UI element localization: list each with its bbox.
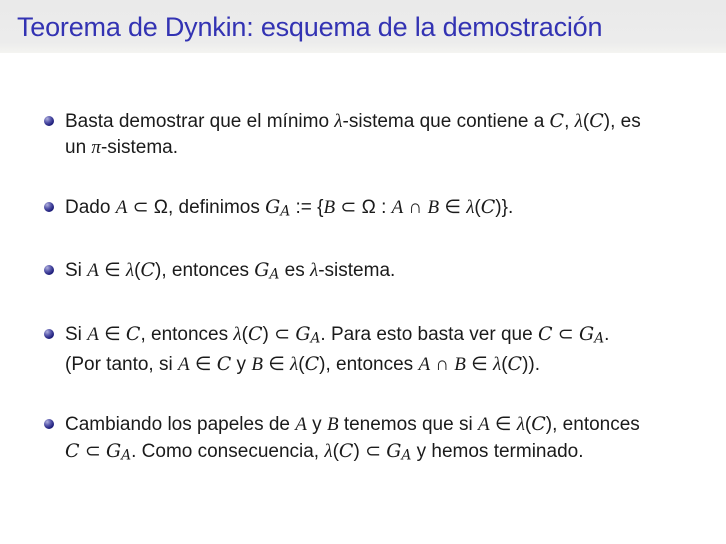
math-subscript: A — [269, 266, 280, 283]
math-italic: A — [87, 260, 99, 282]
math-italic: B — [427, 197, 440, 218]
math-calligraphic: G — [265, 196, 281, 218]
text-run: ( — [582, 111, 590, 132]
math-subscript: A — [121, 447, 132, 464]
math-italic: λ — [334, 111, 343, 132]
text-run: ⊂ — [552, 323, 579, 345]
math-italic: λ — [574, 111, 583, 132]
math-italic: λ — [324, 441, 333, 463]
math-italic: λ — [466, 197, 475, 218]
text-run: tenemos que si — [338, 414, 478, 436]
math-subscript: A — [280, 203, 291, 220]
math-calligraphic: C — [480, 196, 496, 218]
math-italic: B — [326, 414, 339, 436]
text-run: ( — [134, 260, 141, 282]
text-run: ∈ — [98, 260, 126, 282]
math-calligraphic: G — [295, 322, 311, 345]
math-italic: λ — [125, 260, 135, 282]
text-run: ∈ — [98, 323, 126, 345]
text-run: , — [564, 111, 575, 132]
math-calligraphic: C — [65, 440, 80, 463]
math-italic: λ — [290, 354, 299, 376]
text-run: . Para esto basta ver que — [320, 323, 538, 345]
text-run: ), entonces — [319, 354, 419, 376]
math-italic: A — [418, 354, 431, 376]
bullet-text — [65, 108, 641, 161]
math-calligraphic: C — [537, 322, 553, 345]
bullet-text — [65, 257, 395, 287]
text-run: Dado — [65, 197, 116, 218]
text-run: -sistema. — [318, 260, 396, 282]
text-run: ), entonces — [155, 260, 255, 282]
math-subscript: A — [401, 447, 412, 464]
math-calligraphic: G — [254, 259, 270, 282]
math-calligraphic: C — [125, 322, 141, 345]
math-italic: B — [454, 354, 466, 376]
math-italic: π — [91, 137, 101, 158]
text-run: Si — [65, 323, 88, 345]
math-italic: B — [323, 197, 336, 218]
math-calligraphic: C — [247, 322, 263, 345]
text-run: ( — [501, 354, 508, 376]
text-run: Basta demostrar que el mínimo — [65, 111, 335, 132]
slide-header — [0, 0, 726, 53]
math-calligraphic: C — [507, 353, 523, 376]
text-run: ∈ — [489, 414, 517, 436]
text-run: ∩ — [403, 197, 428, 218]
text-run: ∈ — [262, 354, 291, 376]
ball-bullet-icon — [44, 265, 54, 275]
text-run: ⊂ Ω, definimos — [127, 197, 266, 218]
bullet-text — [65, 411, 640, 468]
text-run: Si — [65, 260, 88, 282]
math-calligraphic: C — [216, 353, 232, 376]
text-run: . Como consecuencia, — [131, 441, 325, 463]
bullet-item — [44, 257, 698, 287]
text-run: un — [65, 137, 92, 158]
text-run: ( — [524, 414, 532, 436]
text-run: := { — [290, 197, 324, 218]
math-italic: A — [391, 197, 404, 218]
text-run: ( — [332, 441, 339, 463]
text-run: ( — [241, 323, 248, 345]
text-run: ), es — [603, 111, 641, 132]
ball-bullet-icon — [44, 419, 54, 429]
ball-bullet-icon — [44, 329, 54, 339]
text-run: -sistema que contiene a — [342, 111, 550, 132]
math-italic: λ — [309, 260, 319, 282]
text-run: )}. — [495, 197, 514, 218]
text-run: ( — [474, 197, 481, 218]
math-calligraphic: C — [140, 259, 156, 282]
text-run: ⊂ — [79, 441, 107, 463]
math-calligraphic: C — [338, 440, 354, 463]
math-italic: A — [115, 197, 128, 218]
slide-title: Teorema de Dynkin: esquema de la demostración — [17, 12, 603, 42]
bullet-text — [65, 321, 609, 378]
math-calligraphic: C — [589, 110, 604, 132]
bullet-item — [44, 108, 698, 161]
text-run: y — [231, 354, 252, 376]
text-run: -sistema. — [100, 137, 179, 158]
ball-bullet-icon — [44, 202, 54, 212]
text-run: , entonces — [140, 323, 234, 345]
text-run: Cambiando los papeles de — [65, 414, 296, 436]
ball-bullet-icon — [44, 116, 54, 126]
math-italic: A — [178, 354, 190, 376]
math-calligraphic: G — [386, 440, 402, 463]
math-italic: A — [295, 414, 307, 436]
math-italic: λ — [516, 414, 525, 436]
text-run: y — [306, 414, 327, 436]
bullet-item — [44, 411, 698, 468]
math-italic: A — [477, 414, 490, 436]
bullet-item — [44, 194, 698, 224]
math-calligraphic: C — [304, 353, 320, 376]
math-italic: λ — [233, 323, 242, 345]
text-run: es — [279, 260, 310, 282]
math-italic: A — [87, 323, 99, 345]
math-calligraphic: C — [549, 110, 565, 132]
text-run: y hemos terminado. — [411, 441, 584, 463]
text-run: ∩ — [430, 354, 455, 376]
text-run: ) ⊂ — [262, 323, 296, 345]
bullet-list — [0, 53, 726, 469]
math-calligraphic: G — [106, 440, 122, 463]
bullet-text — [65, 194, 513, 224]
bullet-item — [44, 321, 698, 378]
text-run: ) ⊂ — [353, 441, 387, 463]
math-subscript: A — [594, 330, 605, 347]
text-run: ), entonces — [545, 414, 640, 436]
text-run: )). — [522, 354, 541, 376]
math-italic: λ — [492, 354, 502, 376]
text-run: (Por tanto, si — [65, 354, 178, 376]
text-run: . — [604, 323, 610, 345]
text-run: ∈ — [465, 354, 493, 376]
math-calligraphic: G — [579, 322, 595, 345]
math-subscript: A — [310, 330, 321, 347]
text-run: ∈ — [189, 354, 217, 376]
text-run: ∈ — [439, 197, 467, 218]
text-run: ⊂ Ω : — [335, 197, 392, 218]
text-run: ( — [298, 354, 305, 376]
math-calligraphic: C — [531, 413, 546, 436]
math-italic: B — [251, 354, 263, 376]
